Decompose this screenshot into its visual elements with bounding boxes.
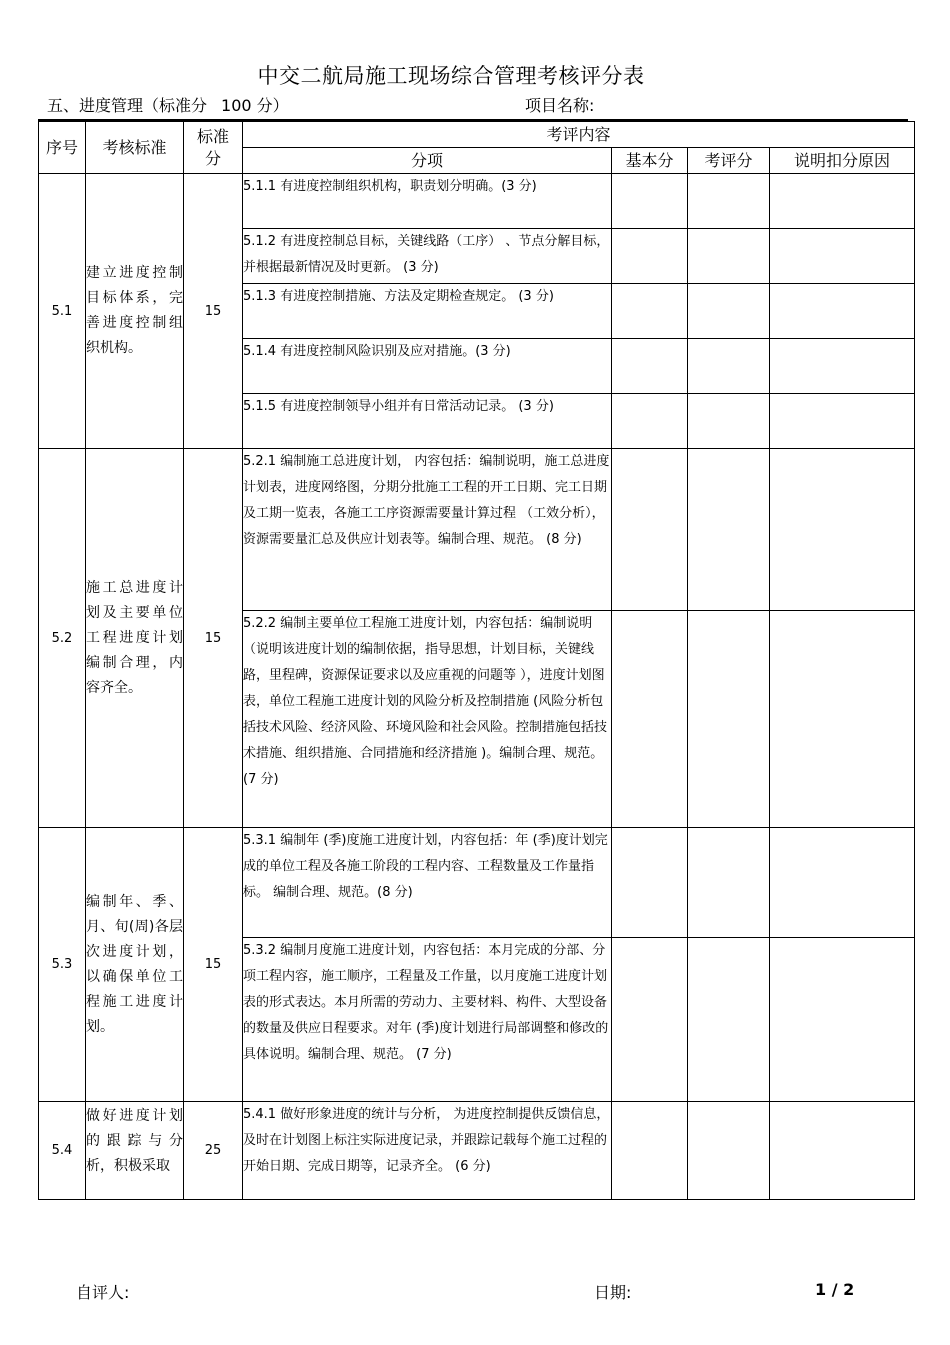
row-standard-score: 15 xyxy=(184,449,243,828)
eval-score-cell[interactable] xyxy=(688,394,770,449)
header-eval-score: 考评分 xyxy=(688,148,770,174)
deduction-reason-cell[interactable] xyxy=(770,449,915,611)
sub-item: 5.2.2 编制主要单位工程施工进度计划，内容包括：编制说明（说明该进度计划的编制依据，指导思想，计划目标，关键线路，里程碑，资源保证要求以及应重视的问题等 ），进度计划图表，单位工程施工进度计划的风险分析及控制措施 (风险分析包括技术风险、经济风险、环境风险和社会风险。控制措施包括技术措施、组织措施、合同措施和经济措施 )。编制合理、规范。 (7 分) xyxy=(243,611,612,828)
row-criteria: 做好进度计划的跟踪与分析，积极采取 xyxy=(86,1102,184,1200)
base-score-cell[interactable] xyxy=(612,174,688,229)
eval-score-cell[interactable] xyxy=(688,611,770,828)
base-score-cell[interactable] xyxy=(612,611,688,828)
date-label: 日期: xyxy=(594,1283,632,1302)
table-row xyxy=(39,1102,915,1200)
eval-score-cell[interactable] xyxy=(688,449,770,611)
deduction-reason-cell[interactable] xyxy=(770,284,915,339)
row-criteria: 施工总进度计划及主要单位工程进度计划编制合理，内容齐全。 xyxy=(86,449,184,828)
header-eval-content: 考评内容 xyxy=(243,122,915,148)
deduction-reason-cell[interactable] xyxy=(770,1102,915,1200)
sub-item: 5.1.5 有进度控制领导小组并有日常活动记录。 (3 分) xyxy=(243,394,612,449)
table-row xyxy=(39,449,915,611)
base-score-cell[interactable] xyxy=(612,394,688,449)
page-number: 1 / 2 xyxy=(815,1280,855,1299)
base-score-cell[interactable] xyxy=(612,339,688,394)
deduction-reason-cell[interactable] xyxy=(770,394,915,449)
deduction-reason-cell[interactable] xyxy=(770,229,915,284)
row-standard-score: 15 xyxy=(184,828,243,1102)
base-score-cell[interactable] xyxy=(612,229,688,284)
table-row xyxy=(39,828,915,938)
base-score-cell[interactable] xyxy=(612,449,688,611)
section-label: 五、进度管理（标准分 xyxy=(47,96,208,115)
header-deduction-reason: 说明扣分原因 xyxy=(770,148,915,174)
eval-score-cell[interactable] xyxy=(688,828,770,938)
header-row-1 xyxy=(39,122,915,148)
sub-item: 5.4.1 做好形象进度的统计与分析， 为进度控制提供反馈信息， 及时在计划图上标注实际进度记录，并跟踪记载每个施工过程的开始日期、完成日期等，记录齐全。 (6 分) xyxy=(243,1102,612,1200)
sub-item: 5.3.1 编制年 (季)度施工进度计划，内容包括：年 (季)度计划完成的单位工程及各施工阶段的工程内容、工程数量及工作量指标。 编制合理、规范。(8 分) xyxy=(243,828,612,938)
sub-item: 5.1.3 有进度控制措施、方法及定期检查规定。 (3 分) xyxy=(243,284,612,339)
deduction-reason-cell[interactable] xyxy=(770,828,915,938)
row-number: 5.1 xyxy=(39,174,86,449)
deduction-reason-cell[interactable] xyxy=(770,339,915,394)
deduction-reason-cell[interactable] xyxy=(770,938,915,1102)
sub-item: 5.1.4 有进度控制风险识别及应对措施。(3 分) xyxy=(243,339,612,394)
row-criteria: 建立进度控制目标体系，完善进度控制组织机构。 xyxy=(86,174,184,449)
eval-score-cell[interactable] xyxy=(688,229,770,284)
deduction-reason-cell[interactable] xyxy=(770,174,915,229)
base-score-cell[interactable] xyxy=(612,828,688,938)
row-criteria: 编制年、季、月、旬(周)各层次进度计划，以确保单位工程施工进度计划。 xyxy=(86,828,184,1102)
sub-item: 5.1.1 有进度控制组织机构，职责划分明确。(3 分) xyxy=(243,174,612,229)
score-table xyxy=(38,121,915,1200)
sub-item: 5.1.2 有进度控制总目标，关键线路（工序） 、节点分解目标，并根据最新情况及时更新。 (3 分) xyxy=(243,229,612,284)
header-std-score: 标准分 xyxy=(184,122,243,174)
eval-score-cell[interactable] xyxy=(688,1102,770,1200)
eval-score-cell[interactable] xyxy=(688,339,770,394)
row-standard-score: 15 xyxy=(184,174,243,449)
header-base-score: 基本分 xyxy=(612,148,688,174)
eval-score-cell[interactable] xyxy=(688,174,770,229)
header-seq: 序号 xyxy=(39,122,86,174)
base-score-cell[interactable] xyxy=(612,938,688,1102)
row-number: 5.3 xyxy=(39,828,86,1102)
row-number: 5.4 xyxy=(39,1102,86,1200)
header-criteria: 考核标准 xyxy=(86,122,184,174)
sub-item: 5.2.1 编制施工总进度计划， 内容包括：编制说明，施工总进度计划表，进度网络图，分期分批施工工程的开工日期、完工日期及工期一览表，各施工工序资源需要量计算过程 （工效分析），资源需要量汇总及供应计划表等。编制合理、规范。 (8 分) xyxy=(243,449,612,611)
row-standard-score: 25 xyxy=(184,1102,243,1200)
base-score-cell[interactable] xyxy=(612,1102,688,1200)
eval-score-cell[interactable] xyxy=(688,284,770,339)
section-heading xyxy=(47,93,289,116)
self-evaluator-label: 自评人: xyxy=(76,1283,130,1302)
base-score-cell[interactable] xyxy=(612,284,688,339)
row-number: 5.2 xyxy=(39,449,86,828)
eval-score-cell[interactable] xyxy=(688,938,770,1102)
page-title: 中交二航局施工现场综合管理考核评分表 xyxy=(257,64,645,88)
deduction-reason-cell[interactable] xyxy=(770,611,915,828)
project-name-label: 项目名称: xyxy=(525,96,595,115)
sub-item: 5.3.2 编制月度施工进度计划，内容包括：本月完成的分部、分项工程内容，施工顺序，工程量及工作量，以月度施工进度计划表的形式表达。本月所需的劳动力、主要材料、构件、大型设备的数量及供应日程要求。对年 (季)度计划进行局部调整和修改的具体说明。编制合理、规范。 (7 分) xyxy=(243,938,612,1102)
header-sub-item: 分项 xyxy=(243,148,612,174)
table-row xyxy=(39,174,915,229)
section-points: 100 分） xyxy=(221,96,289,115)
